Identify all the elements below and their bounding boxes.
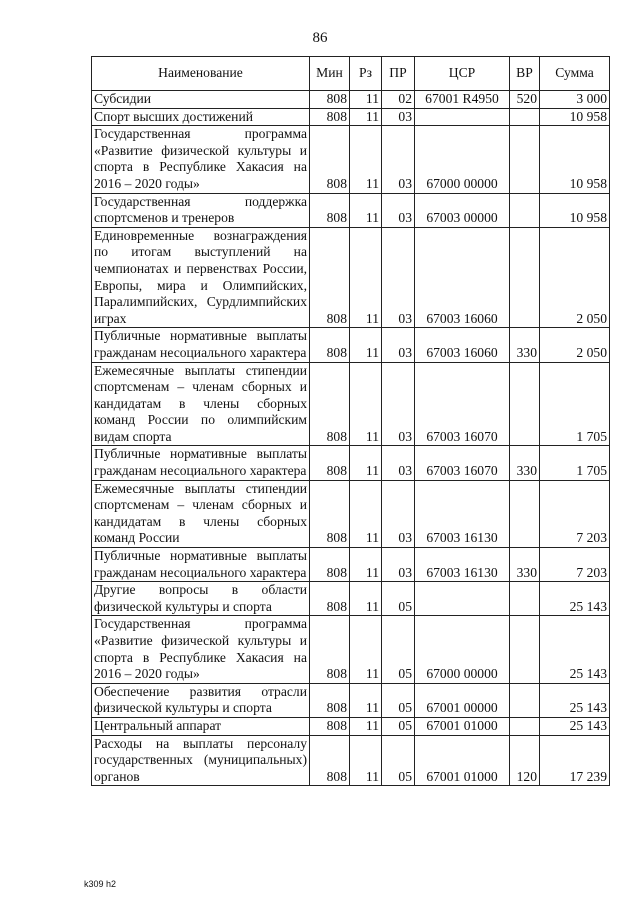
cell-csr: 67003 16070 [415, 446, 510, 480]
cell-pr: 03 [382, 446, 415, 480]
budget-table [91, 56, 610, 786]
table-row [92, 91, 610, 109]
cell-sum: 3 000 [540, 91, 610, 109]
header-min: Мин [310, 57, 350, 91]
header-csr: ЦСР [415, 57, 510, 91]
cell-name: Единовременные вознаграждения по итогам выступлений на чемпионатах и первенствах России, Европы, мира и Олимпийских, Паралимпийских, Сурдлимпийских играх [92, 227, 310, 328]
cell-pr: 03 [382, 548, 415, 582]
cell-rz: 11 [350, 328, 382, 362]
table-row [92, 328, 610, 362]
cell-min: 808 [310, 480, 350, 547]
cell-vr [510, 362, 540, 446]
cell-name: Ежемесячные выплаты стипендии спортсменам – членам сборных и кандидатам в члены сборных команд России по олимпийским видам спорта [92, 362, 310, 446]
page-number: 86 [312, 30, 328, 46]
cell-min: 808 [310, 227, 350, 328]
cell-sum: 17 239 [540, 735, 610, 786]
cell-vr: 330 [510, 446, 540, 480]
table-row [92, 683, 610, 717]
cell-rz: 11 [350, 683, 382, 717]
cell-sum: 1 705 [540, 446, 610, 480]
cell-min: 808 [310, 683, 350, 717]
cell-csr [415, 108, 510, 126]
cell-csr: 67000 00000 [415, 126, 510, 193]
cell-pr: 03 [382, 193, 415, 227]
cell-pr: 03 [382, 328, 415, 362]
cell-csr: 67003 00000 [415, 193, 510, 227]
cell-name: Публичные нормативные выплаты гражданам несоциального характера [92, 328, 310, 362]
header-rz: Рз [350, 57, 382, 91]
table-row [92, 193, 610, 227]
cell-vr [510, 717, 540, 735]
cell-pr: 05 [382, 582, 415, 616]
cell-rz: 11 [350, 446, 382, 480]
table-row [92, 735, 610, 786]
cell-sum: 10 958 [540, 193, 610, 227]
cell-name: Публичные нормативные выплаты гражданам несоциального характера [92, 548, 310, 582]
table-row [92, 126, 610, 193]
cell-pr: 03 [382, 227, 415, 328]
table-row [92, 548, 610, 582]
cell-csr: 67003 16070 [415, 362, 510, 446]
table-row [92, 616, 610, 683]
cell-csr [415, 582, 510, 616]
cell-rz: 11 [350, 735, 382, 786]
cell-pr: 05 [382, 616, 415, 683]
cell-vr [510, 108, 540, 126]
cell-csr: 67001 00000 [415, 683, 510, 717]
cell-name: Другие вопросы в области физической культуры и спорта [92, 582, 310, 616]
cell-vr [510, 126, 540, 193]
cell-vr [510, 616, 540, 683]
cell-csr: 67003 16060 [415, 328, 510, 362]
cell-name: Центральный аппарат [92, 717, 310, 735]
cell-vr [510, 227, 540, 328]
cell-min: 808 [310, 193, 350, 227]
cell-sum: 2 050 [540, 227, 610, 328]
cell-csr: 67000 00000 [415, 616, 510, 683]
cell-csr: 67003 16130 [415, 480, 510, 547]
cell-rz: 11 [350, 193, 382, 227]
cell-name: Субсидии [92, 91, 310, 109]
cell-min: 808 [310, 735, 350, 786]
table-body [92, 91, 610, 786]
cell-csr: 67001 01000 [415, 717, 510, 735]
cell-sum: 2 050 [540, 328, 610, 362]
cell-vr [510, 193, 540, 227]
cell-min: 808 [310, 616, 350, 683]
cell-pr: 05 [382, 735, 415, 786]
cell-rz: 11 [350, 362, 382, 446]
cell-min: 808 [310, 582, 350, 616]
cell-rz: 11 [350, 91, 382, 109]
cell-pr: 03 [382, 126, 415, 193]
table-row [92, 446, 610, 480]
cell-pr: 02 [382, 91, 415, 109]
cell-sum: 25 143 [540, 683, 610, 717]
cell-vr [510, 480, 540, 547]
cell-min: 808 [310, 362, 350, 446]
cell-sum: 25 143 [540, 582, 610, 616]
cell-rz: 11 [350, 582, 382, 616]
cell-vr: 330 [510, 548, 540, 582]
cell-name: Государственная поддержка спортсменов и тренеров [92, 193, 310, 227]
cell-pr: 03 [382, 362, 415, 446]
cell-pr: 05 [382, 683, 415, 717]
table-row [92, 362, 610, 446]
table-row [92, 480, 610, 547]
table-row [92, 717, 610, 735]
cell-min: 808 [310, 446, 350, 480]
cell-vr: 330 [510, 328, 540, 362]
table-row [92, 582, 610, 616]
cell-csr: 67003 16060 [415, 227, 510, 328]
cell-vr: 520 [510, 91, 540, 109]
cell-rz: 11 [350, 717, 382, 735]
cell-pr: 05 [382, 717, 415, 735]
cell-rz: 11 [350, 480, 382, 547]
header-vr: ВР [510, 57, 540, 91]
cell-rz: 11 [350, 548, 382, 582]
cell-rz: 11 [350, 126, 382, 193]
cell-csr: 67003 16130 [415, 548, 510, 582]
cell-sum: 10 958 [540, 108, 610, 126]
header-sum: Сумма [540, 57, 610, 91]
cell-min: 808 [310, 108, 350, 126]
cell-sum: 25 143 [540, 717, 610, 735]
cell-vr: 120 [510, 735, 540, 786]
cell-name: Спорт высших достижений [92, 108, 310, 126]
cell-csr: 67001 01000 [415, 735, 510, 786]
cell-min: 808 [310, 717, 350, 735]
cell-name: Государственная программа «Развитие физической культуры и спорта в Республике Хакасия на 2016 – 2020 годы» [92, 126, 310, 193]
cell-rz: 11 [350, 108, 382, 126]
cell-name: Расходы на выплаты персоналу государственных (муниципальных) органов [92, 735, 310, 786]
header-name: Наименование [92, 57, 310, 91]
cell-name: Публичные нормативные выплаты гражданам несоциального характера [92, 446, 310, 480]
cell-pr: 03 [382, 480, 415, 547]
cell-name: Ежемесячные выплаты стипендии спортсменам – членам сборных и кандидатам в члены сборных команд России [92, 480, 310, 547]
footer-code: k309 h2 [84, 879, 117, 889]
cell-min: 808 [310, 328, 350, 362]
cell-sum: 25 143 [540, 616, 610, 683]
cell-vr [510, 683, 540, 717]
table-row [92, 227, 610, 328]
cell-sum: 7 203 [540, 548, 610, 582]
cell-min: 808 [310, 126, 350, 193]
cell-csr: 67001 R4950 [415, 91, 510, 109]
cell-rz: 11 [350, 227, 382, 328]
cell-vr [510, 582, 540, 616]
header-pr: ПР [382, 57, 415, 91]
header-row [92, 57, 610, 91]
cell-sum: 1 705 [540, 362, 610, 446]
cell-min: 808 [310, 548, 350, 582]
cell-min: 808 [310, 91, 350, 109]
cell-sum: 7 203 [540, 480, 610, 547]
table-row [92, 108, 610, 126]
cell-name: Государственная программа «Развитие физической культуры и спорта в Республике Хакасия на 2016 – 2020 годы» [92, 616, 310, 683]
cell-sum: 10 958 [540, 126, 610, 193]
cell-rz: 11 [350, 616, 382, 683]
cell-name: Обеспечение развития отрасли физической культуры и спорта [92, 683, 310, 717]
cell-pr: 03 [382, 108, 415, 126]
